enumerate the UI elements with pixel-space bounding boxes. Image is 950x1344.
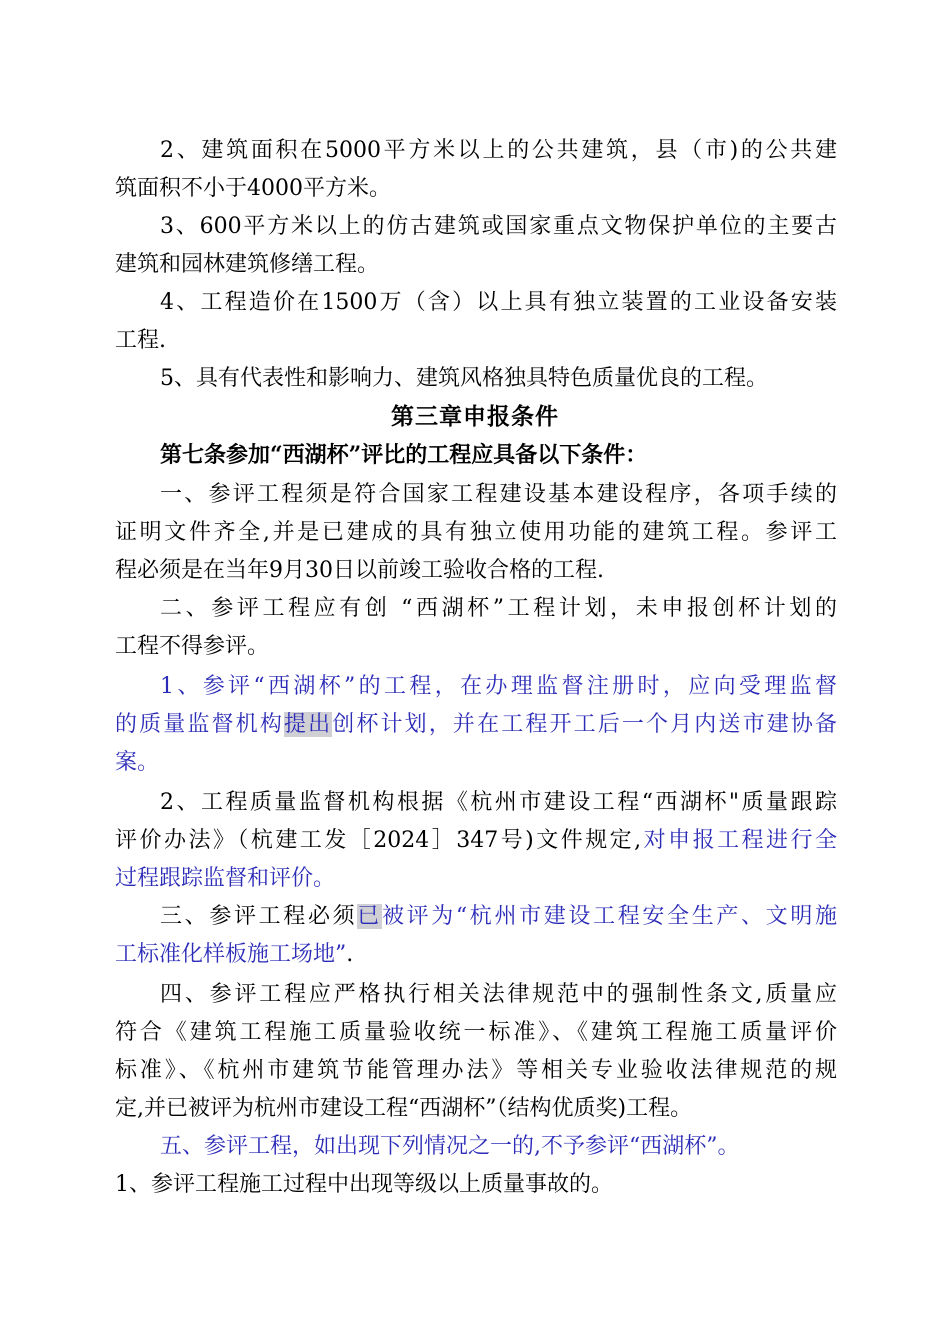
revised-paragraph-line: 1、参评“西湖杯”的工程，在办理监督注册时，应向受理监督 [160, 674, 837, 699]
paragraph-line: 3、600平方米以上的仿古建筑或国家重点文物保护单位的主要古 [160, 214, 837, 239]
paragraph-line: 程必须是在当年9月30日以前竣工验收合格的工程. [115, 558, 604, 583]
highlighted-text: 提出 [283, 712, 333, 737]
paragraph-line [115, 822, 837, 860]
paragraph-line: 一、参评工程须是符合国家工程建设基本建设程序，各项手续的 [160, 482, 837, 507]
paragraph-line: 工程不得参评。 [115, 634, 270, 659]
paragraph-line [160, 898, 837, 936]
paragraph-line: 5、具有代表性和影响力、建筑风格独具特色质量优良的工程。 [160, 366, 768, 391]
paragraph-line: 标准》、《杭州市建筑节能管理办法》等相关专业验收法律规范的规 [115, 1058, 837, 1083]
paragraph-line: 工程. [115, 328, 166, 353]
paragraph-line: 1、参评工程施工过程中出现等级以上质量事故的。 [115, 1172, 613, 1197]
revised-paragraph-line: 案。 [115, 750, 160, 775]
paragraph-line: 2、建筑面积在5000平方米以上的公共建筑，县（市)的公共建 [160, 138, 837, 163]
revised-text: 对申报工程进行全 [641, 828, 837, 853]
paragraph-line: 四、参评工程应严格执行相关法律规范中的强制性条文,质量应 [160, 982, 837, 1007]
highlighted-text: 已 [357, 904, 382, 929]
revised-paragraph-line: 过程跟踪监督和评价。 [115, 866, 336, 891]
text-segment: 创杯计划，并在工程开工后一个月内送市建协备 [332, 712, 837, 737]
revised-text: 工标准化样板施工场地” [115, 942, 347, 967]
revised-text: 被评为“杭州市建设工程安全生产、文明施 [381, 904, 837, 929]
text-segment: 三、参评工程必须 [160, 904, 358, 929]
article-title: 第七条参加“西湖杯”评比的工程应具备以下条件： [160, 442, 648, 468]
paragraph-line: 4、工程造价在1500万（含）以上具有独立装置的工业设备安装 [160, 290, 837, 315]
revised-paragraph-line: 五、参评工程，如出现下列情况之一的,不予参评“西湖杯”。 [160, 1134, 740, 1159]
paragraph-line: 建筑和园林建筑修缮工程。 [115, 252, 380, 277]
paragraph-line: 二、参评工程应有创 “西湖杯”工程计划，未申报创杯计划的 [160, 596, 837, 621]
chapter-title: 第三章申报条件 [391, 403, 559, 430]
revised-paragraph-line [115, 706, 837, 744]
text-segment: 评价办法》（杭建工发［2024］347号)文件规定, [115, 828, 642, 853]
paragraph-line [115, 936, 837, 974]
paragraph-line: 定,并已被评为杭州市建设工程“西湖杯”（结构优质奖)工程。 [115, 1096, 693, 1121]
paragraph-line: 证明文件齐全,并是已建成的具有独立使用功能的建筑工程。参评工 [115, 520, 837, 545]
text-segment: . [346, 942, 354, 967]
text-segment: 的质量监督机构 [115, 712, 284, 737]
paragraph-line: 符合《建筑工程施工质量验收统一标准》、《建筑工程施工质量评价 [115, 1020, 837, 1045]
paragraph-line: 2、工程质量监督机构根据《杭州市建设工程“西湖杯"质量跟踪 [160, 790, 837, 815]
paragraph-line: 筑面积不小于4000平方米。 [115, 176, 391, 201]
